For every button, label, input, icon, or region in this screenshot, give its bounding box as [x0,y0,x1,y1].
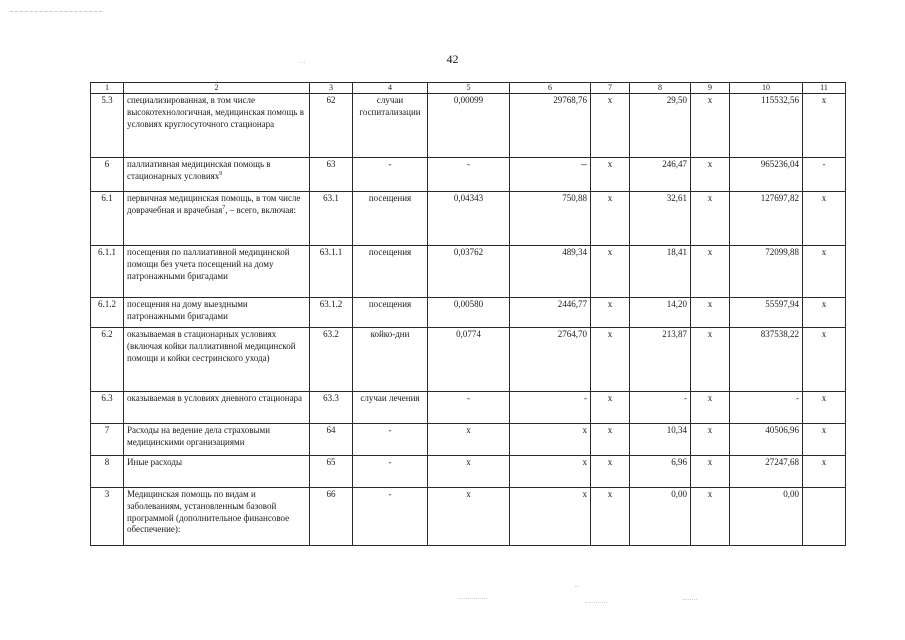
row-number-cell: 3 [91,488,124,546]
scan-speck [585,602,607,603]
description-text: специализированная, в том числе высокотехнологичная, медицинская помощь в условиях круглосуточного стационара [127,95,304,129]
column-number-cell: 11 [803,83,846,94]
column-number-cell: 3 [310,83,353,94]
volume-norm-cell: 0,0774 [428,328,510,392]
description-text: Медицинская помощь по видам и заболеваниям, установленным базовой программой (дополнительное финансовое обеспечение): [127,489,290,535]
volume-norm-cell: х [428,488,510,546]
per-capita-cell: - [630,392,691,424]
total-cost-cell: 72099,88 [730,246,803,298]
total-cost-cell: 965236,04 [730,158,803,192]
unit-cell: - [353,158,428,192]
scan-corner-mark [10,11,102,12]
column-number-cell: 7 [591,83,630,94]
total-cost-cell: 837538,22 [730,328,803,392]
column-number-cell: 2 [124,83,310,94]
volume-norm-cell: - [428,392,510,424]
col11-cell: х [803,94,846,158]
total-cost-cell: 55597,94 [730,298,803,328]
col9-cell: х [691,392,730,424]
footnote-marker: 7 [222,205,226,212]
table-row [91,328,846,392]
row-number-cell: 7 [91,424,124,456]
description-cell [124,488,310,546]
column-number-cell: 10 [730,83,803,94]
col11-cell: х [803,456,846,488]
row-number-cell: 6.1.2 [91,298,124,328]
cost-norm-cell: 2446,77 [510,298,591,328]
cost-norm-cell: х [510,488,591,546]
per-capita-cell: 14,20 [630,298,691,328]
total-cost-cell: 127697,82 [730,192,803,246]
cost-norm-cell: 489,34 [510,246,591,298]
col11-cell: х [803,328,846,392]
cost-norm-cell: х [510,424,591,456]
line-code-cell: 63.1.1 [310,246,353,298]
row-number-cell: 8 [91,456,124,488]
unit-cell: - [353,456,428,488]
description-text: посещения на дому выездными патронажными бригадами [127,299,248,322]
cost-norm-cell: 29768,76 [510,94,591,158]
col7-cell: х [591,192,630,246]
table-row [91,158,846,192]
table-row [91,392,846,424]
table-row [91,456,846,488]
col11-cell: х [803,392,846,424]
unit-cell: случаи госпитализации [353,94,428,158]
description-cell [124,424,310,456]
col11-cell: х [803,298,846,328]
unit-cell: - [353,488,428,546]
unit-cell: посещения [353,298,428,328]
volume-norm-cell: х [428,456,510,488]
scan-speck [683,599,697,600]
description-text: оказываемая в условиях дневного стационара [127,393,303,404]
col7-cell: х [591,246,630,298]
scan-speck [459,598,487,599]
table-row [91,94,846,158]
table-row [91,424,846,456]
row-number-cell: 6.3 [91,392,124,424]
col11-cell: х [803,246,846,298]
description-text: Иные расходы [127,457,183,468]
total-cost-cell: - [730,392,803,424]
col7-cell: х [591,424,630,456]
col9-cell: х [691,158,730,192]
cost-norm-cell: 2764,70 [510,328,591,392]
column-number-cell: 1 [91,83,124,94]
col7-cell: х [591,158,630,192]
col7-cell: х [591,94,630,158]
unit-cell: посещения [353,192,428,246]
col7-cell: х [591,456,630,488]
description-tail: , – всего, включая: [225,205,296,216]
per-capita-cell: 213,87 [630,328,691,392]
column-number-cell: 9 [691,83,730,94]
col9-cell: х [691,192,730,246]
row-number-cell: 6 [91,158,124,192]
cost-norm-cell: х [510,456,591,488]
col9-cell: х [691,488,730,546]
per-capita-cell: 18,41 [630,246,691,298]
line-code-cell: 62 [310,94,353,158]
line-code-cell: 65 [310,456,353,488]
cost-norm-cell: 750,88 [510,192,591,246]
description-cell [124,298,310,328]
description-text: первичная медицинская помощь, в том числе доврачебная и врачебная [127,193,301,216]
cost-norm-cell: -- [510,158,591,192]
table-row [91,246,846,298]
cost-norm-cell: - [510,392,591,424]
line-code-cell: 63.3 [310,392,353,424]
row-number-cell: 6.2 [91,328,124,392]
description-text: паллиативная медицинская помощь в стационарных условиях [127,159,271,182]
col7-cell: х [591,488,630,546]
per-capita-cell: 10,34 [630,424,691,456]
col9-cell: х [691,456,730,488]
volume-norm-cell: 0,00580 [428,298,510,328]
description-text: посещения по паллиативной медицинской помощи без учета посещений на дому патронажными бригадами [127,247,290,281]
row-number-cell: 6.1.1 [91,246,124,298]
col9-cell: х [691,424,730,456]
col11-cell [803,488,846,546]
table-row [91,298,846,328]
scan-speck [575,586,579,587]
line-code-cell: 63 [310,158,353,192]
column-number-cell: 5 [428,83,510,94]
unit-cell: койко-дни [353,328,428,392]
col11-cell: х [803,424,846,456]
volume-norm-cell: 0,03762 [428,246,510,298]
line-code-cell: 63.1.2 [310,298,353,328]
volume-norm-cell: х [428,424,510,456]
column-number-cell: 6 [510,83,591,94]
volume-norm-cell: 0,04343 [428,192,510,246]
total-cost-cell: 40506,96 [730,424,803,456]
row-number-cell: 5.3 [91,94,124,158]
column-number-row [91,83,846,94]
col11-cell: х [803,192,846,246]
unit-cell: - [353,424,428,456]
unit-cell: случаи лечения [353,392,428,424]
line-code-cell: 66 [310,488,353,546]
description-text: Расходы на ведение дела страховыми медицинскими организациями [127,425,271,448]
table-row [91,192,846,246]
col9-cell: х [691,328,730,392]
per-capita-cell: 32,61 [630,192,691,246]
volume-norm-cell: - [428,158,510,192]
col7-cell: х [591,392,630,424]
col9-cell: х [691,94,730,158]
description-cell [124,158,310,192]
col9-cell: х [691,246,730,298]
description-cell [124,328,310,392]
per-capita-cell: 6,96 [630,456,691,488]
col7-cell: х [591,328,630,392]
scan-speck [300,62,305,63]
table-row [91,488,846,546]
page-number: 42 [446,52,459,66]
column-number-cell: 8 [630,83,691,94]
description-cell [124,246,310,298]
total-cost-cell: 115532,56 [730,94,803,158]
col7-cell: х [591,298,630,328]
description-cell [124,392,310,424]
per-capita-cell: 246,47 [630,158,691,192]
per-capita-cell: 0,00 [630,488,691,546]
per-capita-cell: 29,50 [630,94,691,158]
col11-cell: - [803,158,846,192]
line-code-cell: 64 [310,424,353,456]
row-number-cell: 6.1 [91,192,124,246]
total-cost-cell: 0,00 [730,488,803,546]
description-cell [124,192,310,246]
data-table [90,82,846,546]
col9-cell: х [691,298,730,328]
unit-cell: посещения [353,246,428,298]
description-text: оказываемая в стационарных условиях (включая койки паллиативной медицинской помощи и койки сестринского ухода) [127,329,296,363]
description-cell [124,94,310,158]
line-code-cell: 63.2 [310,328,353,392]
column-number-cell: 4 [353,83,428,94]
total-cost-cell: 27247,68 [730,456,803,488]
volume-norm-cell: 0,00099 [428,94,510,158]
line-code-cell: 63.1 [310,192,353,246]
description-cell [124,456,310,488]
footnote-marker: 9 [219,171,223,178]
